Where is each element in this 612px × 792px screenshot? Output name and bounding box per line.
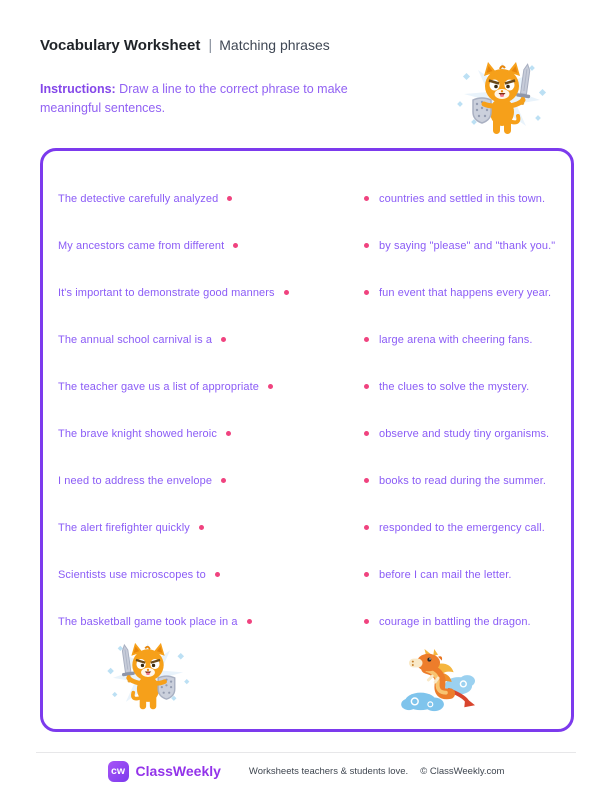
instructions-body: Draw a line to the correct phrase to make meaningful sentences.: [40, 82, 348, 115]
title-separator: |: [208, 37, 213, 54]
match-dot-left[interactable]: [268, 384, 273, 389]
match-dot-left[interactable]: [226, 431, 231, 436]
right-phrase-cell: [349, 569, 571, 581]
match-dot-right[interactable]: [364, 431, 369, 436]
match-dot-right[interactable]: [364, 619, 369, 624]
left-phrase: The annual school carnival is a: [58, 333, 213, 346]
right-phrase-cell: [349, 475, 571, 487]
right-phrase-cell: [349, 334, 571, 346]
left-phrase-cell: [43, 240, 349, 252]
right-phrase: responded to the emergency call.: [379, 521, 545, 534]
right-phrase: observe and study tiny organisms.: [379, 427, 550, 440]
left-phrase-cell: [43, 569, 349, 581]
match-row-7: [43, 457, 571, 504]
right-phrase-cell: [349, 428, 571, 440]
footer-copyright: © ClassWeekly.com: [420, 765, 505, 777]
right-phrase-cell: [349, 287, 571, 299]
page-title-subtitle: Matching phrases: [219, 37, 330, 53]
brand-name: ClassWeekly: [135, 763, 221, 779]
left-phrase-cell: [43, 287, 349, 299]
left-phrase: The alert firefighter quickly: [58, 521, 190, 534]
right-phrase: the clues to solve the mystery.: [379, 380, 530, 393]
left-phrase-cell: [43, 616, 349, 628]
match-dot-right[interactable]: [364, 243, 369, 248]
match-dot-left[interactable]: [215, 572, 220, 577]
left-phrase-cell: [43, 334, 349, 346]
left-phrase: The teacher gave us a list of appropriate: [58, 380, 259, 393]
match-dot-left[interactable]: [247, 619, 252, 624]
right-phrase-cell: [349, 381, 571, 393]
footer-divider: [36, 752, 576, 753]
left-phrase-cell: [43, 193, 349, 205]
matching-rows: [43, 175, 571, 645]
match-dot-left[interactable]: [221, 478, 226, 483]
left-phrase: Scientists use microscopes to: [58, 568, 206, 581]
match-row-6: [43, 410, 571, 457]
cat-warrior-icon: [452, 60, 552, 138]
match-dot-left[interactable]: [221, 337, 226, 342]
left-phrase-cell: [43, 381, 349, 393]
page-title: [40, 37, 330, 54]
left-phrase: The brave knight showed heroic: [58, 427, 217, 440]
match-dot-right[interactable]: [364, 337, 369, 342]
match-dot-left[interactable]: [233, 243, 238, 248]
match-row-9: [43, 551, 571, 598]
match-row-10: [43, 598, 571, 645]
match-dot-left[interactable]: [284, 290, 289, 295]
footer-tagline: Worksheets teachers & students love.: [248, 765, 409, 777]
right-phrase: large arena with cheering fans.: [379, 333, 533, 346]
left-phrase-cell: [43, 428, 349, 440]
match-dot-right[interactable]: [364, 525, 369, 530]
dragon-clouds-icon: [395, 647, 487, 715]
left-phrase-cell: [43, 475, 349, 487]
right-phrase-cell: [349, 240, 571, 252]
left-phrase: The basketball game took place in a: [58, 615, 238, 628]
cat-warrior-icon-mirrored: [101, 641, 195, 713]
classweekly-logo-icon: cw: [108, 761, 129, 782]
right-phrase-cell: [349, 616, 571, 628]
left-phrase-cell: [43, 522, 349, 534]
match-dot-right[interactable]: [364, 384, 369, 389]
match-dot-right[interactable]: [364, 572, 369, 577]
match-row-5: [43, 363, 571, 410]
right-phrase: countries and settled in this town.: [379, 192, 546, 205]
left-phrase: My ancestors came from different: [58, 239, 225, 252]
match-row-4: [43, 316, 571, 363]
match-row-3: [43, 269, 571, 316]
match-dot-left[interactable]: [199, 525, 204, 530]
right-phrase: books to read during the summer.: [379, 474, 547, 487]
matching-exercise-box: [40, 148, 574, 732]
right-phrase-cell: [349, 522, 571, 534]
instructions-label: Instructions:: [40, 82, 116, 96]
match-dot-right[interactable]: [364, 290, 369, 295]
footer: [0, 757, 612, 785]
match-row-8: [43, 504, 571, 551]
instructions-text: [40, 80, 392, 118]
left-phrase: The detective carefully analyzed: [58, 192, 219, 205]
match-dot-right[interactable]: [364, 196, 369, 201]
match-row-1: [43, 175, 571, 222]
match-dot-right[interactable]: [364, 478, 369, 483]
left-phrase: I need to address the envelope: [58, 474, 213, 487]
right-phrase: before I can mail the letter.: [379, 568, 512, 581]
match-dot-left[interactable]: [227, 196, 232, 201]
right-phrase: fun event that happens every year.: [379, 286, 552, 299]
right-phrase-cell: [349, 193, 571, 205]
page-title-main: Vocabulary Worksheet: [40, 37, 201, 54]
right-phrase: by saying "please" and "thank you.": [379, 239, 556, 252]
left-phrase: It's important to demonstrate good manners: [58, 286, 275, 299]
right-phrase: courage in battling the dragon.: [379, 615, 531, 628]
match-row-2: [43, 222, 571, 269]
